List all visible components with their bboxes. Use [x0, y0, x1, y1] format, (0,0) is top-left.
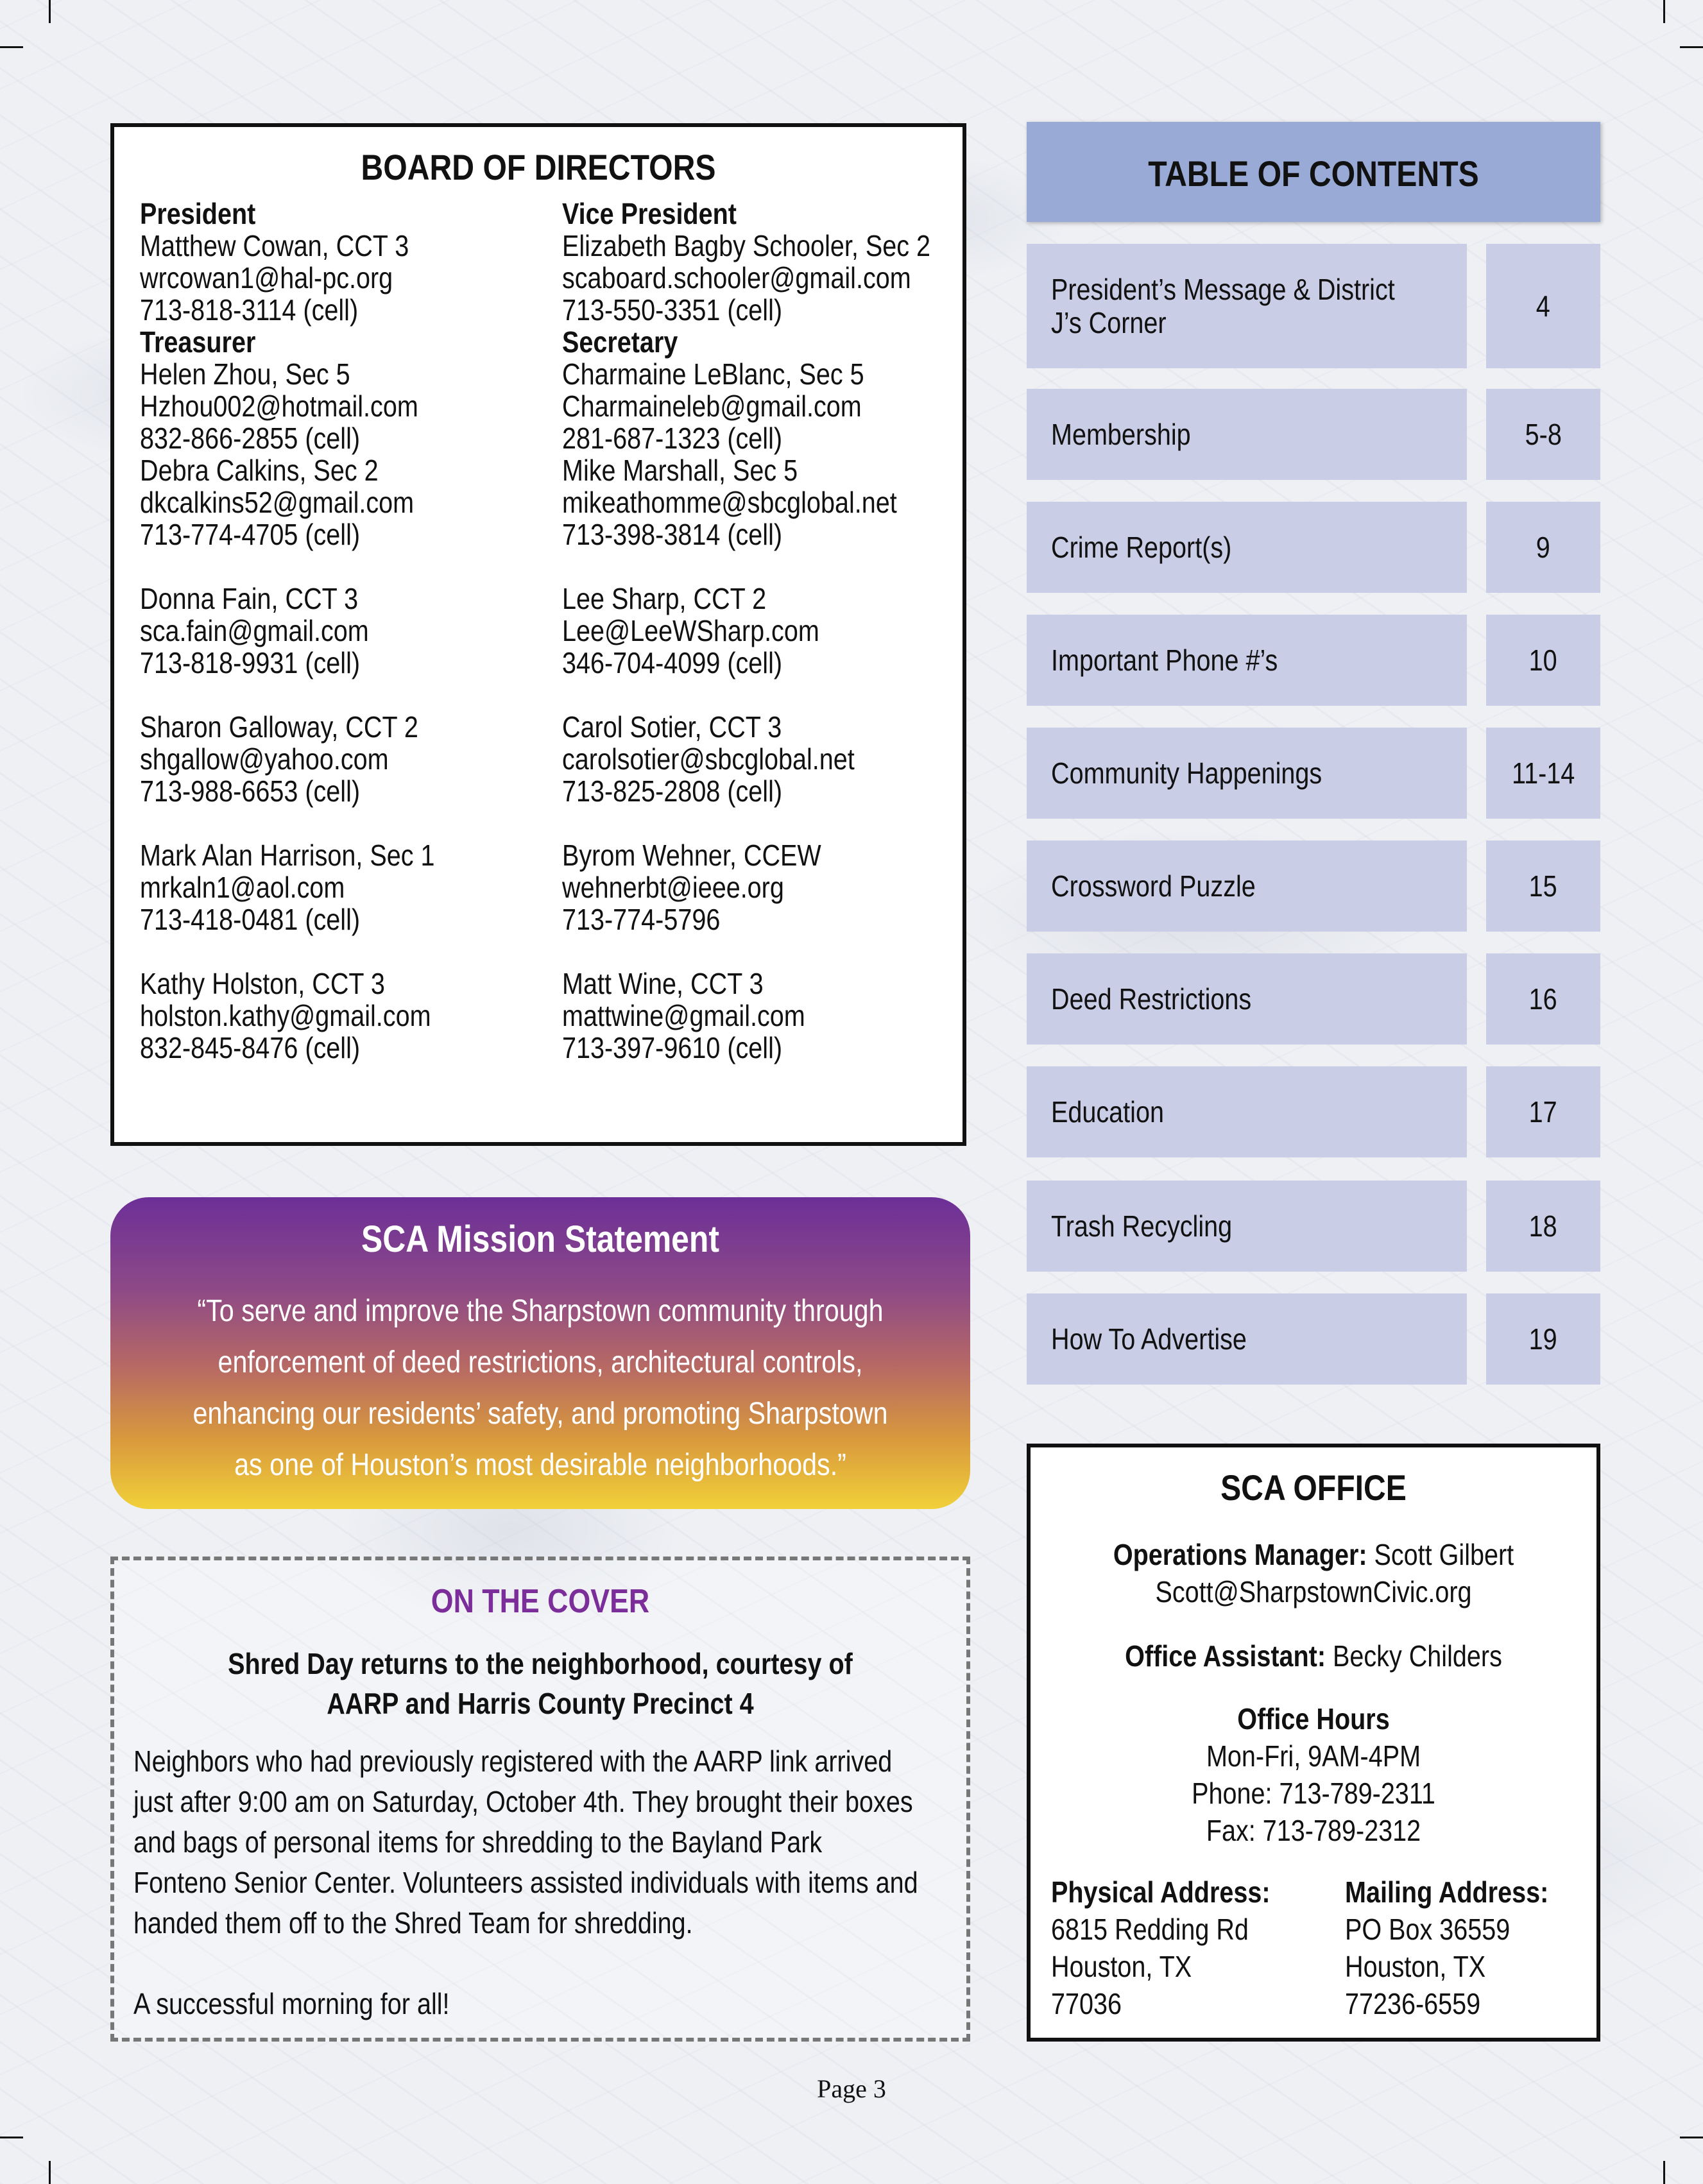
office-hours: Mon-Fri, 9AM-4PM — [1206, 1739, 1421, 1773]
toc-item-label: Membership — [1027, 389, 1467, 480]
toc-item-label: Trash Recycling — [1027, 1181, 1467, 1272]
director-role: Secretary — [562, 325, 678, 359]
director-phone: 832-845-8476 (cell) — [140, 1031, 361, 1064]
toc-item-label: How To Advertise — [1027, 1293, 1467, 1385]
director-phone: 713-774-5796 — [562, 903, 721, 936]
mission-line: enhancing our residents’ safety, and promoting Sharpstown — [193, 1397, 888, 1431]
cover-subtitle — [114, 1644, 966, 1723]
physical-address: Physical Address: 6815 Redding Rd Houston, TX 77036 — [1051, 1875, 1271, 2020]
office-assistant: Office Assistant: Becky Childers — [1125, 1639, 1502, 1673]
director-phone: 346-704-4099 (cell) — [562, 646, 783, 679]
toc-item-page: 19 — [1486, 1293, 1600, 1385]
cover-subtitle-line: Shred Day returns to the neighborhood, courtesy of — [228, 1647, 853, 1680]
toc-item-page: 5-8 — [1486, 389, 1600, 480]
board-right-column — [562, 198, 973, 1096]
toc-item-label: Important Phone #’s — [1027, 615, 1467, 706]
toc-item[interactable] — [1027, 1293, 1600, 1385]
director-entry — [562, 711, 973, 839]
mission-statement-box — [110, 1197, 970, 1509]
director-phone: 713-418-0481 (cell) — [140, 903, 361, 936]
director-email: mikeathomme@sbcglobal.net — [562, 486, 897, 519]
director-phone: 713-550-3351 (cell) — [562, 293, 783, 327]
toc-item-page: 16 — [1486, 953, 1600, 1045]
director-email: holston.kathy@gmail.com — [140, 999, 431, 1032]
office-fax: Fax: 713-789-2312 — [1206, 1814, 1421, 1847]
director-entry — [562, 968, 973, 1096]
cover-body-line: handed them off to the Shred Team for shredding. — [133, 1906, 693, 1940]
cover-body — [133, 1741, 968, 2024]
director-phone: 713-825-2808 (cell) — [562, 774, 783, 808]
toc-item-page: 15 — [1486, 840, 1600, 932]
toc-item-page: 4 — [1486, 244, 1600, 368]
director-entry — [140, 711, 551, 839]
crop-mark — [1663, 2161, 1665, 2184]
sca-office-box — [1027, 1444, 1600, 2042]
director-entry — [562, 839, 973, 968]
director-name: Byrom Wehner, CCEW — [562, 839, 821, 872]
director-entry — [562, 583, 973, 711]
crop-mark — [49, 0, 51, 23]
director-role: Treasurer — [140, 325, 256, 359]
director-name: Kathy Holston, CCT 3 — [140, 967, 385, 1000]
cover-body-line — [133, 1943, 851, 1984]
cover-body-line: Neighbors who had previously registered with the AARP link arrived — [133, 1745, 893, 1778]
director-email: mrkaln1@aol.com — [140, 871, 345, 904]
operations-manager: Operations Manager: Scott Gilbert — [1113, 1538, 1514, 1571]
director-email: wehnerbt@ieee.org — [562, 871, 784, 904]
crop-mark — [0, 46, 23, 48]
toc-item-page: 10 — [1486, 615, 1600, 706]
crop-mark — [49, 2161, 51, 2184]
office-phone: Phone: 713-789-2311 — [1192, 1777, 1435, 1810]
toc-item[interactable] — [1027, 389, 1600, 480]
director-phone: 713-397-9610 (cell) — [562, 1031, 783, 1064]
toc-item[interactable] — [1027, 953, 1600, 1045]
director-email: wrcowan1@hal-pc.org — [140, 261, 393, 294]
director-entry — [140, 968, 551, 1096]
director-name: Mark Alan Harrison, Sec 1 — [140, 839, 435, 872]
director-entry — [562, 326, 973, 454]
director-name: Debra Calkins, Sec 2 — [140, 454, 379, 487]
director-email: dkcalkins52@gmail.com — [140, 486, 415, 519]
toc-item-label: Deed Restrictions — [1027, 953, 1467, 1045]
director-entry — [562, 198, 973, 326]
director-name: Donna Fain, CCT 3 — [140, 582, 359, 615]
cover-title: ON THE COVER — [431, 1583, 650, 1620]
cover-body-line: just after 9:00 am on Saturday, October 4th. They brought their boxes — [133, 1785, 913, 1818]
director-email: Lee@LeeWSharp.com — [562, 614, 819, 647]
cover-body-line: A successful morning for all! — [133, 1987, 450, 2020]
toc-item-page: 18 — [1486, 1181, 1600, 1272]
director-phone: 832-866-2855 (cell) — [140, 422, 361, 455]
director-name: Sharon Galloway, CCT 2 — [140, 710, 418, 744]
toc-item[interactable] — [1027, 728, 1600, 819]
director-entry — [562, 454, 973, 583]
director-email: sca.fain@gmail.com — [140, 614, 369, 647]
toc-item-page: 9 — [1486, 502, 1600, 593]
on-the-cover-box — [110, 1557, 970, 2042]
director-role: Vice President — [562, 197, 737, 230]
director-name: Matthew Cowan, CCT 3 — [140, 229, 409, 262]
toc-item-label: President’s Message & District J’s Corner — [1027, 244, 1467, 368]
mission-line: as one of Houston’s most desirable neighborhoods.” — [234, 1448, 846, 1482]
office-hours-label: Office Hours — [1237, 1702, 1390, 1736]
toc-item[interactable] — [1027, 1181, 1600, 1272]
director-email: scaboard.schooler@gmail.com — [562, 261, 911, 294]
cover-body-line: Fonteno Senior Center. Volunteers assisted individuals with items and — [133, 1866, 918, 1899]
cover-subtitle-line: AARP and Harris County Precinct 4 — [327, 1687, 754, 1720]
page-number: Page 3 — [817, 2074, 886, 2103]
toc-header — [1027, 122, 1600, 222]
toc-item-label: Crossword Puzzle — [1027, 840, 1467, 932]
mission-line: enforcement of deed restrictions, architectural controls, — [218, 1345, 863, 1379]
director-email: Hzhou002@hotmail.com — [140, 389, 418, 423]
director-name: Charmaine LeBlanc, Sec 5 — [562, 357, 864, 391]
director-name: Matt Wine, CCT 3 — [562, 967, 764, 1000]
director-email: mattwine@gmail.com — [562, 999, 805, 1032]
crop-mark — [1680, 46, 1703, 48]
director-entry — [140, 454, 551, 583]
director-name: Elizabeth Bagby Schooler, Sec 2 — [562, 229, 930, 262]
director-name: Lee Sharp, CCT 2 — [562, 582, 767, 615]
toc-title: TABLE OF CONTENTS — [1148, 153, 1479, 194]
director-email: shgallow@yahoo.com — [140, 742, 389, 776]
board-left-column — [140, 198, 551, 1096]
mission-title: SCA Mission Statement — [361, 1218, 720, 1260]
mission-text — [110, 1286, 970, 1491]
director-phone: 713-818-3114 (cell) — [140, 293, 359, 327]
director-name: Carol Sotier, CCT 3 — [562, 710, 782, 744]
director-entry — [140, 583, 551, 711]
cover-body-line: and bags of personal items for shredding to the Bayland Park — [133, 1825, 823, 1859]
toc-item-label: Community Happenings — [1027, 728, 1467, 819]
crop-mark — [1680, 2137, 1703, 2138]
director-name: Mike Marshall, Sec 5 — [562, 454, 798, 487]
director-entry — [140, 326, 551, 454]
toc-item[interactable] — [1027, 244, 1600, 368]
toc-item[interactable] — [1027, 840, 1600, 932]
toc-item-page: 11-14 — [1486, 728, 1600, 819]
director-name: Helen Zhou, Sec 5 — [140, 357, 350, 391]
director-email: Charmaineleb@gmail.com — [562, 389, 862, 423]
mission-line: “To serve and improve the Sharpstown community through — [197, 1294, 884, 1328]
operations-email: Scott@SharpstownCivic.org — [1155, 1575, 1472, 1608]
director-phone: 713-988-6653 (cell) — [140, 774, 361, 808]
board-title: BOARD OF DIRECTORS — [361, 147, 716, 187]
director-phone: 713-774-4705 (cell) — [140, 518, 361, 551]
director-phone: 281-687-1323 (cell) — [562, 422, 783, 455]
director-role: President — [140, 197, 256, 230]
toc-item[interactable] — [1027, 615, 1600, 706]
office-title: SCA OFFICE — [1220, 1467, 1407, 1508]
director-phone: 713-398-3814 (cell) — [562, 518, 783, 551]
crop-mark — [0, 2137, 23, 2138]
director-phone: 713-818-9931 (cell) — [140, 646, 361, 679]
director-email: carolsotier@sbcglobal.net — [562, 742, 855, 776]
board-of-directors-box — [110, 123, 966, 1146]
toc-item[interactable] — [1027, 502, 1600, 593]
director-entry — [140, 198, 551, 326]
toc-item-label: Crime Report(s) — [1027, 502, 1467, 593]
toc-item[interactable] — [1027, 1066, 1600, 1157]
mailing-address: Mailing Address: PO Box 36559 Houston, TX 77236-6559 — [1345, 1875, 1549, 2020]
toc-item-page: 17 — [1486, 1066, 1600, 1157]
crop-mark — [1663, 0, 1665, 23]
toc-item-label: Education — [1027, 1066, 1467, 1157]
director-entry — [140, 839, 551, 968]
